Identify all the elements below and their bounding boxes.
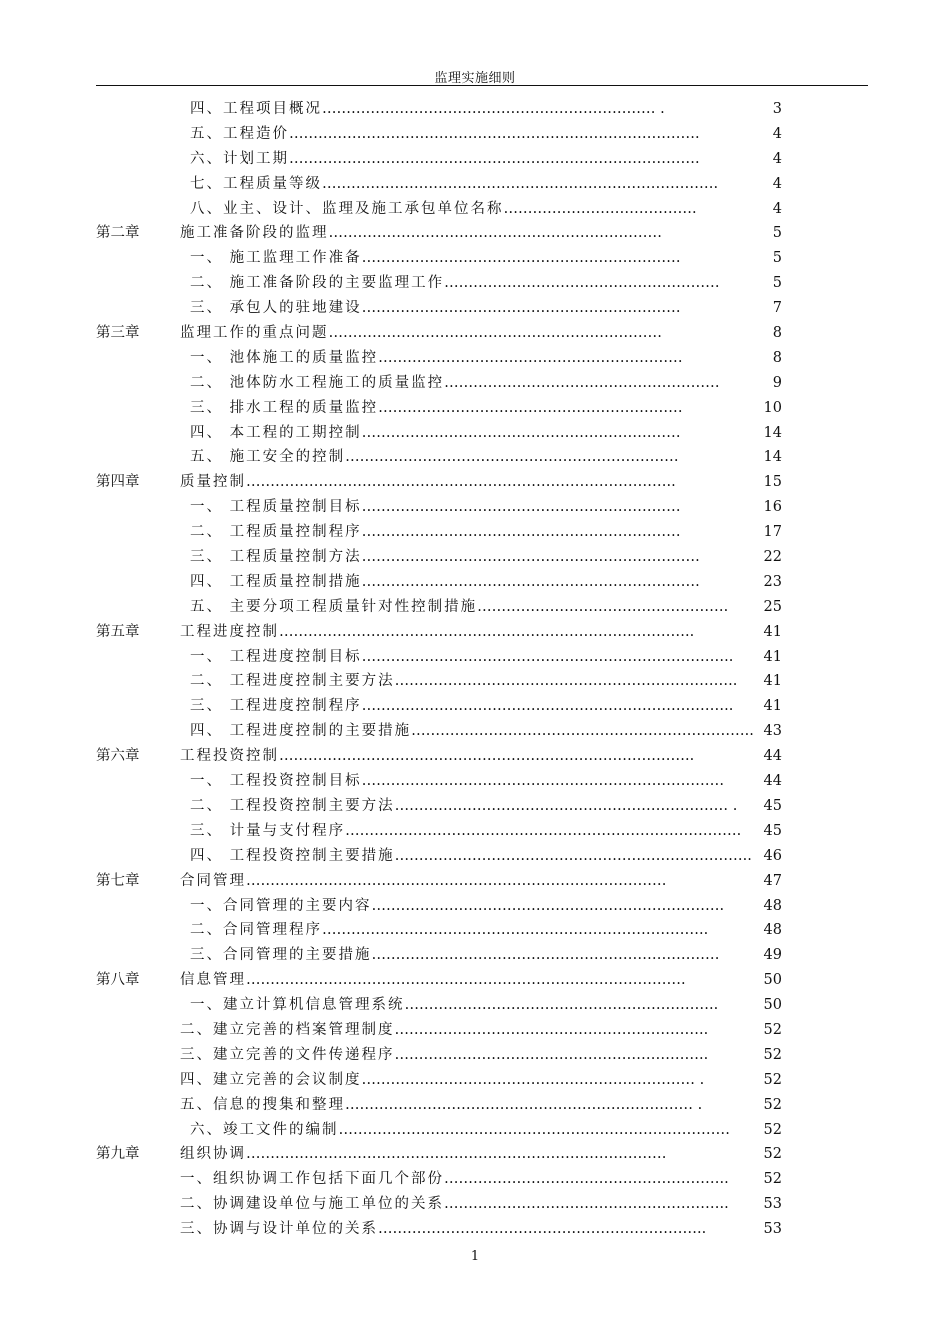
toc-title-text: 一、 工程质量控制目标	[190, 499, 362, 516]
toc-page-number: 50	[763, 997, 782, 1014]
toc-page-number: 41	[763, 673, 782, 690]
toc-page-number: 49	[763, 947, 782, 964]
toc-leader-dots: ………………………………………………………..	[394, 1021, 709, 1038]
toc-page-number: 44	[763, 773, 782, 790]
toc-title-text: 三、 计量与支付程序	[190, 822, 346, 839]
toc-page-number: 52	[763, 1021, 782, 1038]
toc-title-text: 二、 工程质量控制程序	[190, 524, 362, 541]
toc-page-number: 52	[763, 1071, 782, 1088]
toc-entry-title	[190, 97, 745, 122]
toc-page-number: 16	[763, 499, 782, 516]
toc-page-number: 53	[763, 1196, 782, 1213]
header-rule	[96, 85, 868, 86]
toc-title-text: 二、 池体防水工程施工的质量监控	[190, 374, 445, 391]
toc-entry-title	[190, 371, 720, 396]
toc-entry-title	[190, 147, 700, 172]
toc-section-row[interactable]	[0, 296, 950, 321]
toc-leader-dots: ……………………………………………………………………..	[322, 922, 709, 939]
toc-entry-title	[190, 794, 770, 819]
toc-page-number: 44	[763, 748, 782, 765]
toc-section-row[interactable]	[0, 819, 950, 844]
toc-page-number: 3	[772, 101, 782, 117]
toc-entry-title	[190, 445, 700, 470]
toc-section-row[interactable]	[0, 520, 950, 545]
toc-page-number: 41	[763, 623, 782, 640]
toc-entry-title	[180, 744, 696, 769]
toc-section-row[interactable]	[0, 943, 950, 968]
toc-entry-title	[190, 396, 700, 421]
toc-leader-dots: ………………………………………………………	[378, 349, 683, 366]
toc-leader-dots: ………………………………………………………………………	[338, 1121, 730, 1138]
toc-title-text: 三、 排水工程的质量监控	[190, 399, 379, 416]
toc-title-text: 二、 工程投资控制主要方法	[190, 797, 395, 814]
toc-leader-dots: …………………………………………………..	[444, 1171, 729, 1188]
toc-entry-title	[190, 421, 700, 446]
toc-title-text: 信息管理	[180, 972, 246, 989]
toc-chapter-row[interactable]	[0, 620, 950, 645]
toc-entry-title	[180, 1093, 756, 1118]
toc-section-row[interactable]	[0, 396, 950, 421]
toc-leader-dots: …………………………………………………	[444, 374, 720, 391]
toc-leader-dots: ………………………………………………………………..	[394, 847, 752, 864]
toc-page-number: 22	[763, 549, 782, 566]
toc-section-row[interactable]	[0, 346, 950, 371]
toc-section-row[interactable]	[0, 1167, 950, 1192]
toc-entry-title	[190, 918, 746, 943]
toc-page-number: 52	[763, 1096, 782, 1113]
toc-title-text: 七、工程质量等级	[190, 175, 322, 192]
toc-section-row[interactable]	[0, 1068, 950, 1093]
toc-title-text: 二、协调建设单位与施工单位的关系	[180, 1196, 444, 1213]
toc-entry-title	[190, 495, 700, 520]
toc-section-row[interactable]	[0, 1217, 950, 1242]
toc-leader-dots: ………………………………………………………	[378, 399, 683, 416]
toc-page-number: 50	[763, 972, 782, 989]
toc-section-row[interactable]	[0, 570, 950, 595]
page-number: 1	[470, 1249, 480, 1264]
toc-leader-dots: …………………………………………….	[477, 598, 729, 615]
toc-section-row[interactable]	[0, 545, 950, 570]
toc-section-row[interactable]	[0, 1118, 950, 1143]
toc-leader-dots: ……………………………………………………………	[345, 449, 679, 466]
toc-page-number: 53	[763, 1221, 782, 1238]
toc-page-number: 52	[763, 1146, 782, 1163]
toc-leader-dots: …………………………………………………………… .	[361, 1071, 705, 1088]
toc-entry-title	[190, 645, 734, 670]
toc-page-number: 9	[772, 374, 782, 391]
toc-entry-title	[180, 221, 690, 246]
toc-page-number: 43	[763, 723, 782, 740]
header-title: 监理实施细则	[434, 71, 516, 86]
toc-entry-title	[180, 869, 732, 894]
toc-title-text: 施工准备阶段的监理	[180, 225, 329, 242]
toc-entry-title	[180, 1142, 740, 1167]
toc-section-row[interactable]	[0, 1043, 950, 1068]
toc-leader-dots: …………………………………………………………	[361, 300, 681, 317]
toc-title-text: 二、合同管理程序	[190, 922, 322, 939]
toc-title-text: 四、 工程投资控制主要措施	[190, 847, 395, 864]
toc-section-row[interactable]	[0, 1093, 950, 1118]
toc-entry-title	[190, 993, 756, 1018]
toc-leader-dots: ……………………………………………………………..	[411, 723, 754, 740]
toc-section-row[interactable]	[0, 122, 950, 147]
toc-entry-title	[190, 296, 700, 321]
chapter-label: 第五章	[96, 623, 140, 640]
toc-section-row[interactable]	[0, 844, 950, 869]
toc-page-number: 45	[763, 822, 782, 839]
toc-leader-dots: …………………………………………………………………	[361, 773, 725, 790]
toc-page-number: 52	[763, 1121, 782, 1138]
toc-title-text: 二、 工程进度控制主要方法	[190, 673, 395, 690]
toc-leader-dots: …………………………………………………………….	[361, 573, 700, 590]
toc-title-text: 工程投资控制	[180, 748, 279, 765]
toc-title-text: 监理工作的重点问题	[180, 325, 329, 342]
toc-leader-dots: ……………………………………………………………………….	[345, 822, 742, 839]
chapter-label: 第六章	[96, 748, 140, 765]
toc-chapter-row[interactable]	[0, 869, 950, 894]
toc-chapter-row[interactable]	[0, 221, 950, 246]
toc-section-row[interactable]	[0, 421, 950, 446]
toc-entry-title	[180, 1068, 756, 1093]
toc-section-row[interactable]	[0, 197, 950, 222]
toc-leader-dots: ……………………………………………………………	[328, 225, 662, 242]
toc-page-number: 48	[763, 922, 782, 939]
toc-leader-dots: ……………………………………………………………..	[394, 673, 738, 690]
table-of-contents	[0, 97, 950, 1242]
toc-title-text: 合同管理	[180, 872, 246, 889]
toc-title-text: 三、建立完善的文件传递程序	[180, 1046, 395, 1063]
toc-chapter-row[interactable]	[0, 1142, 950, 1167]
toc-page-number: 48	[763, 897, 782, 914]
toc-leader-dots: …………………………………………………………	[361, 250, 681, 267]
toc-title-text: 三、合同管理的主要措施	[190, 947, 372, 964]
toc-page-number: 7	[772, 300, 782, 317]
toc-entry-title	[190, 894, 746, 919]
toc-leader-dots: …………………………………………………………………..	[361, 698, 734, 715]
toc-section-row[interactable]	[0, 147, 950, 172]
chapter-label: 第七章	[96, 872, 140, 889]
toc-leader-dots: …………………………………………………………	[361, 424, 681, 441]
toc-page-number: 45	[763, 797, 782, 814]
toc-entry-title	[180, 1018, 746, 1043]
toc-page-number: 23	[763, 573, 782, 590]
toc-leader-dots: …………………………………………………………	[361, 499, 681, 516]
toc-leader-dots: ………………………………………………………………………….	[289, 125, 700, 142]
toc-chapter-row[interactable]	[0, 470, 950, 495]
toc-leader-dots: …………………………………………………………	[361, 524, 681, 541]
toc-page-number: 14	[763, 449, 782, 466]
chapter-label: 第四章	[96, 474, 140, 491]
toc-title-text: 质量控制	[180, 474, 246, 491]
toc-entry-title	[190, 172, 719, 197]
toc-page-number: 14	[763, 424, 782, 441]
toc-section-row[interactable]	[0, 595, 950, 620]
toc-title-text: 一、组织协调工作包括下面几个部份	[180, 1171, 444, 1188]
toc-page-number: 8	[772, 325, 782, 342]
toc-section-row[interactable]	[0, 918, 950, 943]
toc-title-text: 一、 池体施工的质量监控	[190, 349, 379, 366]
toc-leader-dots: ……………………………………………………………	[328, 325, 662, 342]
toc-page-number: 17	[763, 524, 782, 541]
toc-title-text: 六、计划工期	[190, 150, 289, 167]
toc-title-text: 三、 工程进度控制程序	[190, 698, 362, 715]
toc-title-text: 一、 工程投资控制目标	[190, 773, 362, 790]
toc-leader-dots: ……………………………………………………………… .	[345, 1096, 703, 1113]
toc-entry-title	[190, 694, 734, 719]
toc-leader-dots: ………………………………………………………………………….	[289, 150, 700, 167]
toc-entry-title	[190, 570, 706, 595]
toc-title-text: 一、合同管理的主要内容	[190, 897, 372, 914]
toc-title-text: 五、 主要分项工程质量针对性控制措施	[190, 598, 478, 615]
toc-page-number: 5	[772, 250, 782, 267]
toc-entry-title	[180, 620, 696, 645]
toc-page-number: 52	[763, 1171, 782, 1188]
toc-entry-title	[190, 271, 720, 296]
chapter-label: 第三章	[96, 325, 140, 342]
toc-entry-title	[180, 1192, 756, 1217]
toc-leader-dots: ………………………………………………………..	[394, 1046, 709, 1063]
toc-section-row[interactable]	[0, 445, 950, 470]
toc-section-row[interactable]	[0, 371, 950, 396]
toc-title-text: 六、竣工文件的编制	[190, 1121, 339, 1138]
toc-leader-dots: ……………………………………………………………………………	[246, 872, 667, 889]
toc-section-row[interactable]	[0, 645, 950, 670]
toc-entry-title	[190, 197, 700, 222]
toc-leader-dots: ……………………………………………………………….	[371, 897, 725, 914]
toc-title-text: 五、 施工安全的控制	[190, 449, 346, 466]
toc-page-number: 4	[772, 200, 782, 217]
toc-page-number: 15	[763, 474, 782, 491]
toc-page-number: 41	[763, 698, 782, 715]
chapter-label: 第二章	[96, 225, 140, 242]
toc-title-text: 四、 工程进度控制的主要措施	[190, 723, 412, 740]
toc-leader-dots: …………………………………………………………… .	[394, 797, 738, 814]
toc-chapter-row[interactable]	[0, 321, 950, 346]
toc-title-text: 四、建立完善的会议制度	[180, 1071, 362, 1088]
toc-section-row[interactable]	[0, 769, 950, 794]
toc-leader-dots: ………………………………………………………………	[371, 947, 720, 964]
toc-page-number: 52	[763, 1046, 782, 1063]
toc-leader-dots: …………………………………………………………… .	[322, 101, 665, 117]
toc-page-number: 4	[772, 125, 782, 142]
toc-leader-dots: …………………………………………………………..	[378, 1221, 707, 1238]
toc-entry-title	[190, 669, 738, 694]
toc-title-text: 八、业主、设计、监理及施工承包单位名称	[190, 200, 504, 217]
toc-page-number: 10	[763, 399, 782, 416]
toc-title-text: 五、信息的搜集和整理	[180, 1096, 345, 1113]
toc-entry-title	[180, 1217, 756, 1242]
toc-leader-dots: …………………………………………………………….	[361, 549, 700, 566]
toc-entry-title	[190, 769, 732, 794]
toc-entry-title	[180, 321, 690, 346]
toc-page-number: 5	[772, 275, 782, 292]
toc-entry-title	[180, 968, 740, 993]
toc-title-text: 一、建立计算机信息管理系统	[190, 997, 405, 1014]
toc-title-text: 四、 工程质量控制措施	[190, 573, 362, 590]
toc-section-row[interactable]	[0, 1192, 950, 1217]
toc-entry-title	[190, 520, 700, 545]
toc-leader-dots: ……………………………………………………………………………	[246, 1146, 667, 1163]
toc-entry-title	[190, 719, 754, 744]
toc-leader-dots: …………………………………………………	[444, 275, 720, 292]
toc-section-row[interactable]	[0, 694, 950, 719]
toc-section-row[interactable]	[0, 719, 950, 744]
toc-section-row[interactable]	[0, 495, 950, 520]
toc-chapter-row[interactable]	[0, 968, 950, 993]
toc-entry-title	[190, 844, 752, 869]
chapter-label: 第九章	[96, 1146, 140, 1163]
toc-section-row[interactable]	[0, 97, 950, 122]
toc-page-number: 47	[763, 872, 782, 889]
toc-entry-title	[190, 545, 706, 570]
toc-entry-title	[190, 346, 700, 371]
toc-title-text: 一、 工程进度控制目标	[190, 648, 362, 665]
toc-section-row[interactable]	[0, 794, 950, 819]
toc-section-row[interactable]	[0, 246, 950, 271]
toc-title-text: 三、 承包人的驻地建设	[190, 300, 362, 317]
toc-leader-dots: …………………………………………………..	[444, 1196, 729, 1213]
toc-section-row[interactable]	[0, 669, 950, 694]
toc-section-row[interactable]	[0, 271, 950, 296]
toc-entry-title	[190, 819, 740, 844]
toc-chapter-row[interactable]	[0, 744, 950, 769]
toc-title-text: 工程进度控制	[180, 623, 279, 640]
toc-page-number: 8	[772, 349, 782, 366]
toc-page-number: 4	[772, 175, 782, 192]
toc-entry-title	[190, 595, 729, 620]
toc-title-text: 一、 施工监理工作准备	[190, 250, 362, 267]
toc-section-row[interactable]	[0, 993, 950, 1018]
toc-leader-dots: …………………………………………………………………………..	[279, 748, 695, 765]
toc-entry-title	[190, 1118, 750, 1143]
toc-leader-dots: ………………………………………………………..	[404, 997, 719, 1014]
toc-page-number: 25	[763, 598, 782, 615]
toc-section-row[interactable]	[0, 894, 950, 919]
toc-entry-title	[180, 1167, 756, 1192]
toc-entry-title	[190, 122, 700, 147]
toc-section-row[interactable]	[0, 172, 950, 197]
toc-entry-title	[190, 943, 746, 968]
toc-entry-title	[190, 246, 700, 271]
toc-leader-dots: …………………………………………………………………………..	[279, 623, 695, 640]
chapter-label: 第八章	[96, 972, 140, 989]
toc-title-text: 五、工程造价	[190, 125, 289, 142]
toc-title-text: 四、 本工程的工期控制	[190, 424, 362, 441]
toc-title-text: 三、 工程质量控制方法	[190, 549, 362, 566]
toc-title-text: 组织协调	[180, 1146, 246, 1163]
toc-title-text: 二、建立完善的档案管理制度	[180, 1021, 395, 1038]
toc-page-number: 41	[763, 648, 782, 665]
toc-entry-title	[180, 1043, 746, 1068]
toc-leader-dots: ………………………………….	[503, 200, 697, 217]
toc-title-text: 二、 施工准备阶段的主要监理工作	[190, 275, 445, 292]
toc-title-text: 三、协调与设计单位的关系	[180, 1221, 378, 1238]
toc-leader-dots: ……………………………………………………………………………..	[246, 474, 676, 491]
toc-section-row[interactable]	[0, 1018, 950, 1043]
toc-title-text: 四、工程项目概况	[190, 101, 322, 117]
toc-leader-dots: ……………………………………………………………………….	[322, 175, 719, 192]
toc-leader-dots: …………………………………………………………………..	[361, 648, 734, 665]
toc-page-number: 5	[772, 225, 782, 242]
toc-page-number: 4	[772, 150, 782, 167]
toc-entry-title	[180, 470, 690, 495]
toc-leader-dots: ……………………………………………………………………………….	[246, 972, 686, 989]
toc-page-number: 46	[763, 847, 782, 864]
